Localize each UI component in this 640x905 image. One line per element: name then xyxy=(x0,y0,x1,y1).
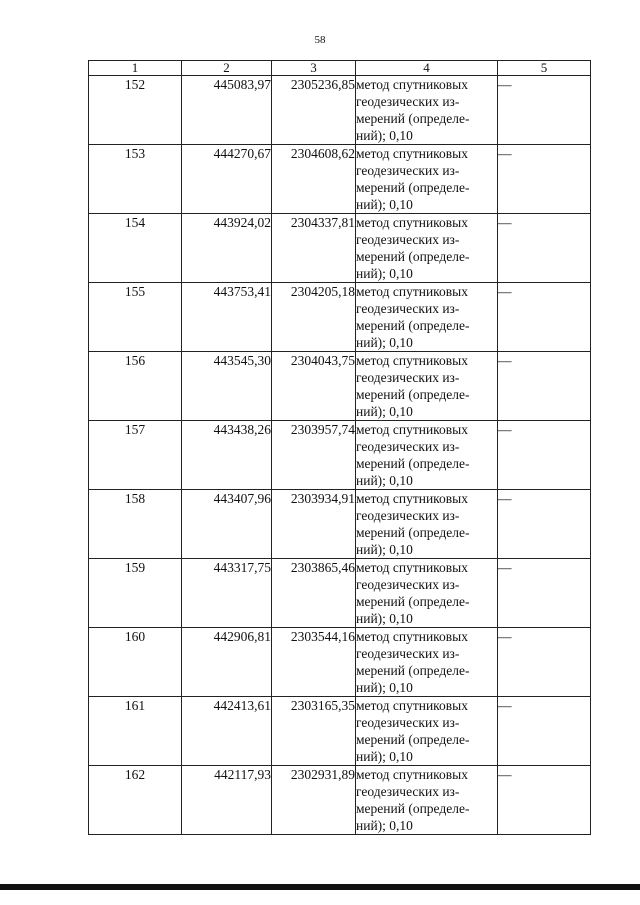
method-line: метод спутниковых xyxy=(356,215,468,230)
table-row xyxy=(89,697,591,766)
method-line: мерений (определе- xyxy=(356,387,470,402)
method-line: ний); 0,10 xyxy=(356,266,413,281)
method-cell xyxy=(356,697,498,766)
method-line: метод спутниковых xyxy=(356,284,468,299)
x-coordinate-cell: 443753,41 xyxy=(182,283,272,352)
method-line: геодезических из- xyxy=(356,646,460,661)
x-coordinate-cell: 443407,96 xyxy=(182,490,272,559)
table-body xyxy=(89,76,591,835)
table-row xyxy=(89,283,591,352)
method-cell xyxy=(356,766,498,835)
method-cell xyxy=(356,145,498,214)
column-header-description: 5 xyxy=(498,61,591,76)
method-line: ний); 0,10 xyxy=(356,542,413,557)
point-number-cell: 152 xyxy=(89,76,182,145)
bottom-rule xyxy=(0,884,640,890)
column-header-point-number: 1 xyxy=(89,61,182,76)
description-cell: — xyxy=(498,421,591,490)
method-line: геодезических из- xyxy=(356,508,460,523)
method-line: геодезических из- xyxy=(356,94,460,109)
method-line: ний); 0,10 xyxy=(356,197,413,212)
method-line: геодезических из- xyxy=(356,232,460,247)
method-line: ний); 0,10 xyxy=(356,473,413,488)
description-cell: — xyxy=(498,559,591,628)
method-line: мерений (определе- xyxy=(356,525,470,540)
table-header-row xyxy=(89,61,591,76)
method-line: ний); 0,10 xyxy=(356,818,413,833)
y-coordinate-cell: 2303934,91 xyxy=(272,490,356,559)
method-line: метод спутниковых xyxy=(356,629,468,644)
method-line: мерений (определе- xyxy=(356,663,470,678)
method-line: ний); 0,10 xyxy=(356,335,413,350)
method-line: геодезических из- xyxy=(356,715,460,730)
method-line: мерений (определе- xyxy=(356,249,470,264)
description-cell: — xyxy=(498,628,591,697)
table-row xyxy=(89,490,591,559)
method-line: геодезических из- xyxy=(356,301,460,316)
y-coordinate-cell: 2303957,74 xyxy=(272,421,356,490)
table-row xyxy=(89,352,591,421)
x-coordinate-cell: 443317,75 xyxy=(182,559,272,628)
method-line: метод спутниковых xyxy=(356,767,468,782)
method-line: геодезических из- xyxy=(356,370,460,385)
x-coordinate-cell: 442117,93 xyxy=(182,766,272,835)
method-line: мерений (определе- xyxy=(356,180,470,195)
y-coordinate-cell: 2304043,75 xyxy=(272,352,356,421)
point-number-cell: 153 xyxy=(89,145,182,214)
x-coordinate-cell: 443545,30 xyxy=(182,352,272,421)
x-coordinate-cell: 442906,81 xyxy=(182,628,272,697)
y-coordinate-cell: 2303165,35 xyxy=(272,697,356,766)
point-number-cell: 158 xyxy=(89,490,182,559)
method-line: метод спутниковых xyxy=(356,146,468,161)
method-line: геодезических из- xyxy=(356,577,460,592)
method-cell xyxy=(356,214,498,283)
method-cell xyxy=(356,76,498,145)
y-coordinate-cell: 2304608,62 xyxy=(272,145,356,214)
point-number-cell: 159 xyxy=(89,559,182,628)
method-line: ний); 0,10 xyxy=(356,680,413,695)
point-number-cell: 161 xyxy=(89,697,182,766)
method-line: геодезических из- xyxy=(356,163,460,178)
method-cell xyxy=(356,421,498,490)
method-line: геодезических из- xyxy=(356,784,460,799)
method-line: мерений (определе- xyxy=(356,732,470,747)
page-number: 58 xyxy=(314,34,326,46)
method-line: метод спутниковых xyxy=(356,77,468,92)
method-line: метод спутниковых xyxy=(356,698,468,713)
description-cell: — xyxy=(498,490,591,559)
method-line: мерений (определе- xyxy=(356,318,470,333)
description-cell: — xyxy=(498,76,591,145)
y-coordinate-cell: 2303865,46 xyxy=(272,559,356,628)
method-cell xyxy=(356,628,498,697)
column-header-method: 4 xyxy=(356,61,498,76)
description-cell: — xyxy=(498,352,591,421)
method-line: метод спутниковых xyxy=(356,560,468,575)
point-number-cell: 157 xyxy=(89,421,182,490)
point-number-cell: 162 xyxy=(89,766,182,835)
column-header-y: 3 xyxy=(272,61,356,76)
description-cell: — xyxy=(498,145,591,214)
table-row xyxy=(89,559,591,628)
method-line: метод спутниковых xyxy=(356,353,468,368)
method-cell xyxy=(356,559,498,628)
y-coordinate-cell: 2302931,89 xyxy=(272,766,356,835)
method-line: метод спутниковых xyxy=(356,491,468,506)
x-coordinate-cell: 442413,61 xyxy=(182,697,272,766)
method-line: мерений (определе- xyxy=(356,456,470,471)
table-row xyxy=(89,421,591,490)
x-coordinate-cell: 445083,97 xyxy=(182,76,272,145)
table-row xyxy=(89,76,591,145)
table-row xyxy=(89,766,591,835)
point-number-cell: 154 xyxy=(89,214,182,283)
method-line: мерений (определе- xyxy=(356,594,470,609)
method-line: ний); 0,10 xyxy=(356,611,413,626)
y-coordinate-cell: 2304205,18 xyxy=(272,283,356,352)
table-row xyxy=(89,628,591,697)
method-cell xyxy=(356,283,498,352)
description-cell: — xyxy=(498,766,591,835)
method-line: метод спутниковых xyxy=(356,422,468,437)
y-coordinate-cell: 2304337,81 xyxy=(272,214,356,283)
point-number-cell: 155 xyxy=(89,283,182,352)
method-line: ний); 0,10 xyxy=(356,128,413,143)
method-cell xyxy=(356,352,498,421)
x-coordinate-cell: 444270,67 xyxy=(182,145,272,214)
point-number-cell: 160 xyxy=(89,628,182,697)
y-coordinate-cell: 2305236,85 xyxy=(272,76,356,145)
description-cell: — xyxy=(498,283,591,352)
method-line: мерений (определе- xyxy=(356,801,470,816)
point-number-cell: 156 xyxy=(89,352,182,421)
y-coordinate-cell: 2303544,16 xyxy=(272,628,356,697)
method-line: ний); 0,10 xyxy=(356,749,413,764)
x-coordinate-cell: 443924,02 xyxy=(182,214,272,283)
table-row xyxy=(89,145,591,214)
method-line: геодезических из- xyxy=(356,439,460,454)
x-coordinate-cell: 443438,26 xyxy=(182,421,272,490)
column-header-x: 2 xyxy=(182,61,272,76)
description-cell: — xyxy=(498,697,591,766)
coordinates-table xyxy=(88,60,591,835)
table-row xyxy=(89,214,591,283)
description-cell: — xyxy=(498,214,591,283)
method-line: ний); 0,10 xyxy=(356,404,413,419)
method-cell xyxy=(356,490,498,559)
method-line: мерений (определе- xyxy=(356,111,470,126)
